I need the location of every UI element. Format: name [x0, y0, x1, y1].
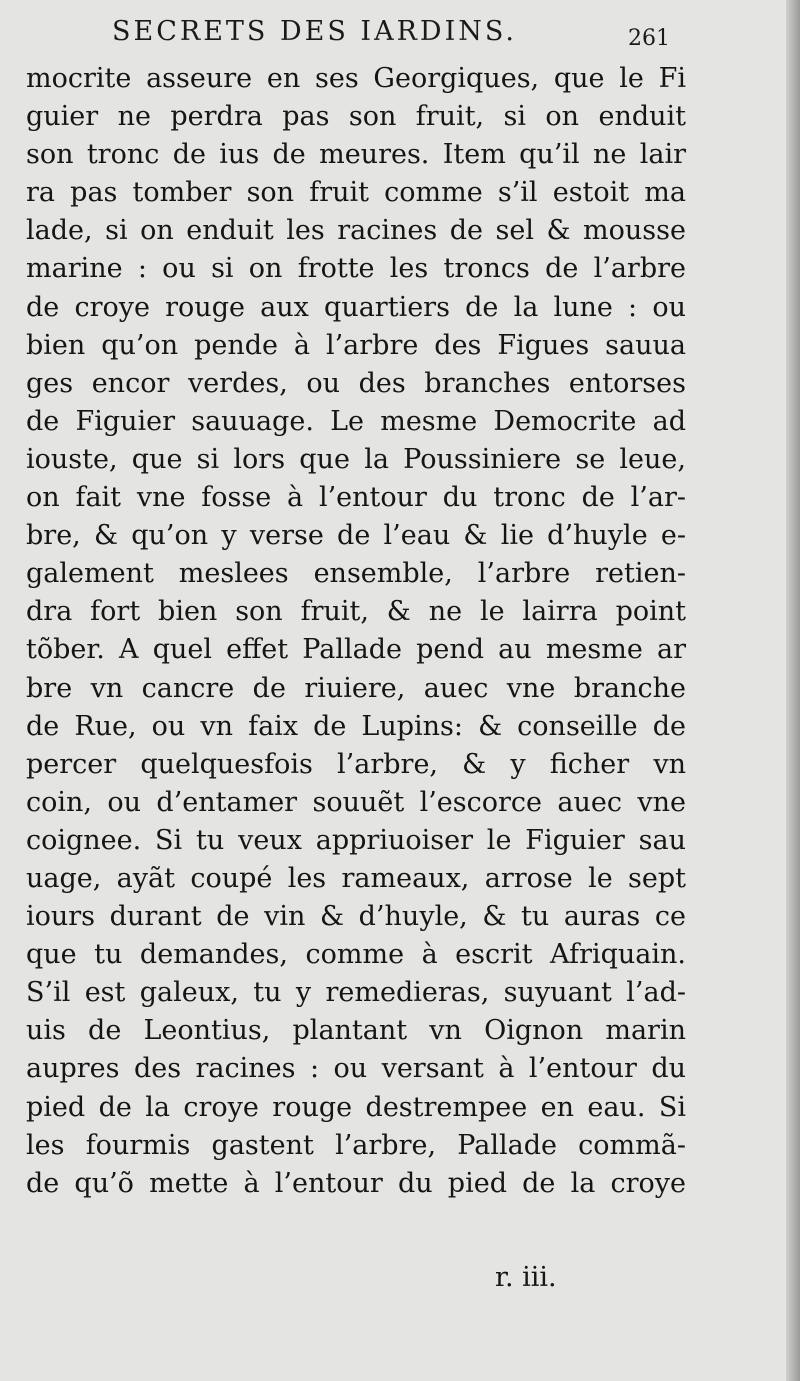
- text-line: dra fort bien son fruit, & ne le lairra point: [26, 596, 686, 628]
- text-line: uage, ayãt coupé les rameaux, arrose le sept: [26, 862, 686, 894]
- body-text: [26, 60, 686, 1203]
- text-line: iours durant de vin & d’huyle, & tu auras ce: [26, 901, 686, 933]
- running-title: SECRETS DES IARDINS.: [112, 16, 517, 47]
- text-line: guier ne perdra pas son fruit, si on enduit: [26, 101, 686, 133]
- text-line: marine : ou si on frotte les troncs de l’arbre: [26, 253, 686, 285]
- text-line: coignee. Si tu veux appriuoiser le Figuier sau: [26, 824, 686, 856]
- text-line: percer quelquesfois l’arbre, & y ficher vn: [26, 748, 686, 780]
- text-line: bre vn cancre de riuiere, auec vne branche: [26, 672, 686, 704]
- text-line: bien qu’on pende à l’arbre des Figues sauua: [26, 329, 686, 361]
- text-line: S’il est galeux, tu y remedieras, suyuant l’ad-: [26, 977, 686, 1009]
- text-line: tõber. A quel effet Pallade pend au mesme ar: [26, 634, 686, 666]
- text-line: que tu demandes, comme à escrit Afriquain.: [26, 939, 686, 971]
- text-line: mocrite asseure en ses Georgiques, que le Fi: [26, 63, 686, 94]
- text-line: de croye rouge aux quartiers de la lune : ou: [26, 291, 686, 323]
- text-line: de qu’õ mette à l’entour du pied de la croye: [26, 1167, 686, 1199]
- text-line: ges encor verdes, ou des branches entorses: [26, 367, 686, 399]
- text-line: pied de la croye rouge destrempee en eau. Si: [26, 1091, 686, 1123]
- text-line: bre, & qu’on y verse de l’eau & lie d’huyle e-: [26, 520, 686, 552]
- text-line: ra pas tomber son fruit comme s’il estoit ma: [26, 177, 686, 209]
- page-number: 261: [628, 26, 670, 51]
- text-line: on fait vne fosse à l’entour du tronc de l’ar-: [26, 482, 686, 514]
- text-line: son tronc de ius de meures. Item qu’il ne lair: [26, 139, 686, 171]
- text-line: uis de Leontius, plantant vn Oignon marin: [26, 1015, 686, 1047]
- catchword: r. iii.: [495, 1262, 557, 1293]
- text-line: coin, ou d’entamer souuẽt l’escorce auec vne: [26, 786, 686, 818]
- text-line: de Figuier sauuage. Le mesme Democrite ad: [26, 405, 686, 437]
- text-line: lade, si on enduit les racines de sel & mousse: [26, 215, 686, 247]
- text-line: galement meslees ensemble, l’arbre retien-: [26, 558, 686, 590]
- page-edge: [786, 0, 800, 1381]
- text-line: iouste, que si lors que la Poussiniere se leue,: [26, 443, 686, 475]
- text-line: les fourmis gastent l’arbre, Pallade commã-: [26, 1129, 686, 1161]
- text-line: de Rue, ou vn faix de Lupins: & conseille de: [26, 710, 686, 742]
- text-line: aupres des racines : ou versant à l’entour du: [26, 1053, 686, 1085]
